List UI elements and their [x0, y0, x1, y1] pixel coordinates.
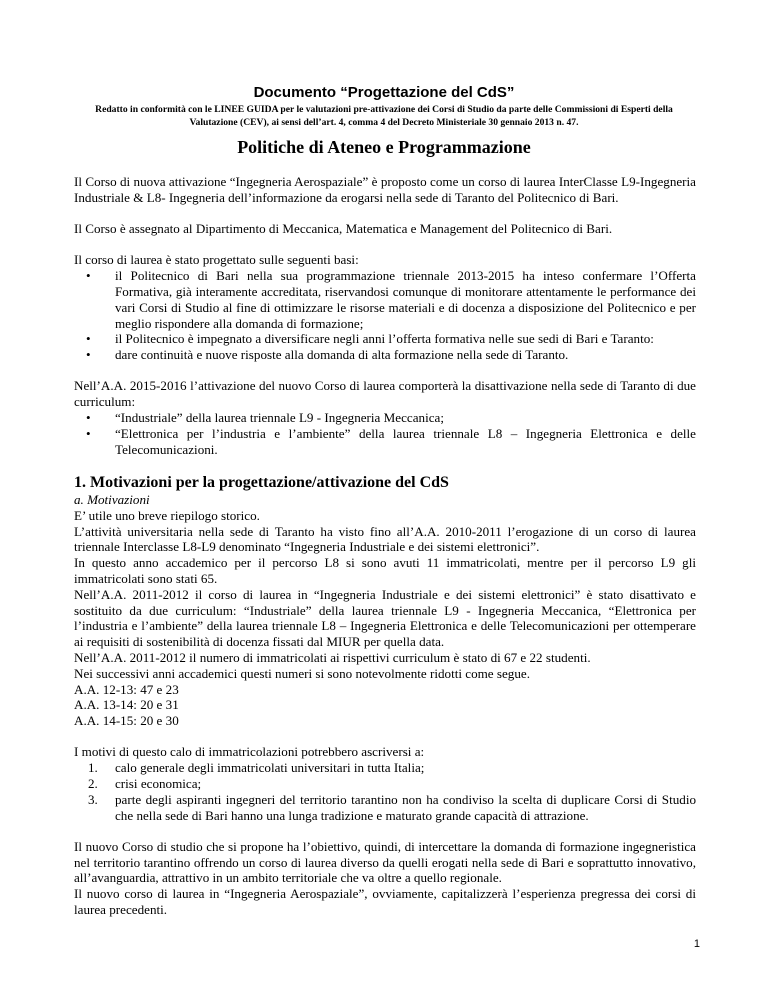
- section-title: Politiche di Ateneo e Programmazione: [237, 137, 531, 157]
- history-line: Nell’A.A. 2011-2012 il numero di immatricolati ai rispettivi curriculum è stato di 67 e 22 studenti.: [74, 649, 591, 665]
- intro-paragraph-3: Il corso di laurea è stato progettato sulle seguenti basi:: [74, 252, 359, 268]
- list-item: 3. parte degli aspiranti ingegneri del territorio tarantino non ha condiviso la scelta di duplicare Corsi di Studio che nella sede di Bari hanno una lunga tradizione e maturato grande capacità di attrazione.: [88, 791, 696, 823]
- closing-paragraph-1: Il nuovo Corso di studio che si propone ha l’obiettivo, quindi, di intercettare la domanda di formazione ingegneristica nel territorio tarantino offrendo un corso di laurea diverso da quelli erogati nella sede di Bari e soprattutto innovativo, all’avanguardia, attrattivo in un ambito territoriale che va oltre a quello regionale.: [74, 838, 696, 886]
- history-line: A.A. 12-13: 47 e 23: [74, 681, 179, 697]
- bullet-list-basis: [74, 268, 696, 363]
- bullet-list-curricula: [74, 410, 696, 457]
- list-item: • dare continuità e nuove risposte alla domanda di alta formazione nella sede di Taranto.: [86, 347, 569, 363]
- list-item: • il Politecnico è impegnato a diversificare negli anni l’offerta formativa nelle sue sedi di Bari e Taranto:: [86, 331, 654, 347]
- page-number: 1: [693, 938, 700, 950]
- list-item: 2. crisi economica;: [88, 776, 202, 791]
- list-item: • “Elettronica per l’industria e l’ambiente” della laurea triennale L8 – Ingegneria Elettronica e delle Telecomunicazioni.: [86, 425, 696, 457]
- bullet-icon: •: [86, 331, 91, 347]
- document-body: [74, 174, 696, 933]
- list-item: • il Politecnico di Bari nella sua programmazione triennale 2013-2015 ha inteso confermare l’Offerta Formativa, già interamente accreditata, riservandosi comunque di monitorare attentamente le performance dei vari Corsi di Studio al fine di ottimizzare le risorse materiali e di docenza a disposizione del Politecnico e per meglio rispondere alla domanda di formazione;: [86, 268, 696, 331]
- history-line: In questo anno accademico per il percorso L8 si sono avuti 11 immatricolati, mentre per il percorso L9 gli immatricolati sono stati 65.: [74, 555, 696, 586]
- intro-paragraph-1: Il Corso di nuova attivazione “Ingegneria Aerospaziale” è proposto come un corso di laurea InterClasse L9-Ingegneria Industriale & L8- Ingegneria dell’informazione da erogarsi nella sede di Taranto del Politecnico di Bari.: [74, 174, 696, 205]
- history-line: E’ utile uno breve riepilogo storico.: [74, 507, 260, 523]
- intro-paragraph-2: Il Corso è assegnato al Dipartimento di Meccanica, Matematica e Management del Politecnico di Bari.: [74, 221, 613, 237]
- history-line: Nei successivi anni accademici questi numeri si sono notevolmente ridotti come segue.: [74, 665, 530, 681]
- history-line: A.A. 14-15: 20 e 30: [74, 713, 179, 729]
- history-line: Nell’A.A. 2011-2012 il corso di laurea in “Ingegneria Industriale e dei sistemi elettronici” è stato disattivato e sostituito da due curriculum: “Industriale” della laurea triennale L9 - Ingegneria Meccanica, “Elettronica per l’industria e l’ambiente” della laurea triennale L8 – Ingegneria Elettronica e delle Telecomunicazioni per ottemperare ai requisiti di sostenibilità di docenza fissati dal MIUR per quella data.: [74, 586, 696, 650]
- section-1-heading: 1. Motivazioni per la progettazione/attivazione del CdS: [74, 473, 449, 491]
- bullet-icon: •: [86, 410, 91, 426]
- reasons-list: [74, 760, 696, 823]
- intro-paragraph-4: Nell’A.A. 2015-2016 l’attivazione del nuovo Corso di laurea comporterà la disattivazione nella sede di Taranto di due curriculum:: [74, 378, 696, 410]
- bullet-icon: •: [86, 425, 91, 441]
- closing-paragraph-2: Il nuovo corso di laurea in “Ingegneria Aerospaziale”, ovviamente, capitalizzerà l’esperienza pregressa dei corsi di laurea precedenti.: [74, 886, 696, 918]
- section-1-subheading: a. Motivazioni: [74, 491, 150, 507]
- list-item: 1. calo generale degli immatricolati universitari in tutta Italia;: [88, 760, 425, 776]
- history-line: A.A. 13-14: 20 e 31: [74, 697, 179, 713]
- document-title: Documento “Progettazione del CdS”: [253, 84, 515, 101]
- bullet-icon: •: [86, 347, 91, 363]
- history-line: L’attività universitaria nella sede di Taranto ha visto fino all’A.A. 2010-2011 l’erogazione di un corso di laurea triennale Interclasse L8-L9 denominato “Ingegneria Industriale e dei sistemi elettronici”.: [74, 523, 696, 555]
- list-item: • “Industriale” della laurea triennale L9 - Ingegneria Meccanica;: [86, 410, 444, 426]
- bullet-icon: •: [86, 268, 91, 284]
- document-subtitle: Redatto in conformità con le LINEE GUIDA per le valutazioni pre-attivazione dei Corsi di Studio da parte delle Commissioni di Esperti della Valutazione (CEV), ai sensi dell’art. 4, comma 4 del Decreto Ministeriale 30 gennaio 2013 n. 47.: [95, 104, 673, 128]
- reasons-intro: I motivi di questo calo di immatricolazioni potrebbero ascriversi a:: [74, 744, 425, 760]
